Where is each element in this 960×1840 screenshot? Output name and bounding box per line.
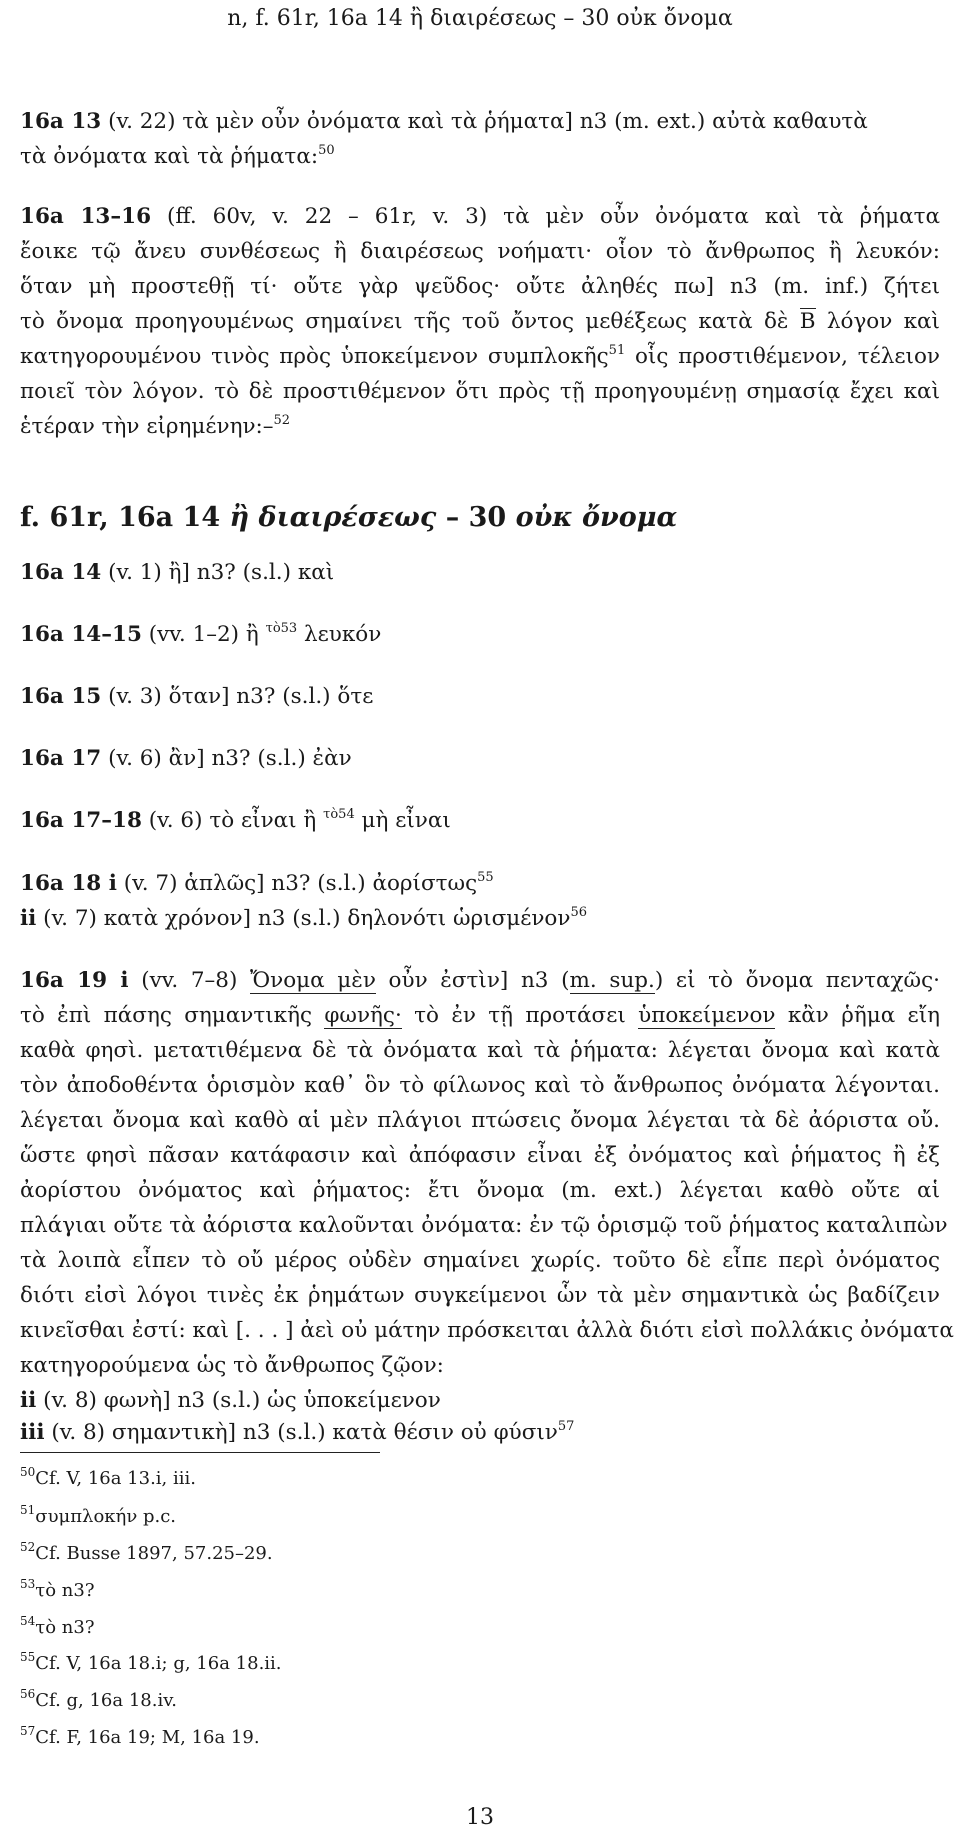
page-number: 13	[466, 1805, 494, 1830]
line-text: (v. 7) κατὰ χρόνον] n3 (s.l.) δηλονότι ὡρισμένον	[36, 906, 571, 931]
underlined-text: m. sup.	[569, 968, 655, 993]
line-text: (v. 7) ἁπλῶς] n3? (s.l.) ἀορίστως	[116, 871, 478, 896]
line-text: (v. 3) ὅταν] n3? (s.l.) ὅτε	[101, 684, 374, 709]
line-text: τὸ ὄνομα προηγουμένως σημαίνει τῆς τοῦ ὄντος μεθέξεως κατὰ δὲ	[20, 309, 800, 334]
footnote-ref: 53	[280, 621, 298, 636]
line-text: τὸ ἐπὶ πάσης σημαντικῆς	[20, 1003, 325, 1028]
entry-16a14-15	[20, 621, 940, 647]
entry-16a13-16-line1	[20, 206, 940, 228]
running-header: n, f. 61r, 16a 14 ἢ διαιρέσεως – 30 οὐκ ὄνομα	[227, 6, 733, 31]
footnote	[20, 1465, 196, 1489]
line-text: κἂν ῥῆμα εἴη	[775, 1003, 941, 1028]
line-ref: 16a 13–16	[20, 204, 152, 229]
footnote-text: Cf. g, 16a 18.iv.	[35, 1690, 177, 1711]
footnote	[20, 1687, 177, 1711]
section-heading	[20, 504, 940, 531]
footnote-ref: 52	[273, 413, 291, 428]
footnote	[20, 1614, 95, 1638]
underlined-text: Ὄνομα μὲν	[250, 968, 376, 993]
line-text: μὴ εἶναι	[354, 808, 451, 833]
line-text: οἷς προστιθέμενον, τέλειον	[625, 344, 940, 369]
line-text: (v. 8) φωνὴ] n3 (s.l.) ὡς ὑποκείμενον	[36, 1388, 441, 1413]
footnote-text: Cf. V, 16a 13.i, iii.	[35, 1468, 196, 1489]
entry-16a19-line8: πλάγιαι οὔτε τὰ ἀόριστα καλοῦνται ὀνόματα: ἐν τῷ ὁρισμῷ τοῦ ῥήματος καταλιπὼν	[20, 1213, 948, 1238]
heading-part: ἢ διαιρέσεως	[229, 502, 437, 533]
entry-16a13-line1	[20, 111, 940, 133]
entry-16a13-16-line4	[20, 311, 940, 333]
footnote-number: 53	[20, 1577, 36, 1591]
interlinear-addition: τὸ	[323, 807, 339, 822]
line-text: λόγον καὶ	[815, 309, 940, 334]
footnote-text: Cf. V, 16a 18.i; g, 16a 18.ii.	[35, 1653, 282, 1674]
footnote-number: 55	[20, 1650, 36, 1664]
line-ref: 16a 14	[20, 560, 102, 585]
entry-16a19-line9: τὰ λοιπὰ εἶπεν τὸ οὔ μέρος οὐδὲν σημαίνει χωρίς. τοῦτο δὲ εἶπε περὶ ὀνόματος	[20, 1248, 940, 1273]
footnote	[20, 1503, 177, 1527]
footnote-rule	[20, 1452, 380, 1453]
entry-16a19-line12: κατηγορούμενα ὡς τὸ ἄνθρωπος ζῷον:	[20, 1353, 444, 1378]
entry-16a19-line7: ἀορίστου ὀνόματος καὶ ῥήματος: ἔτι ὄνομα (m. ext.) λέγεται καθὸ οὔτε αἱ	[20, 1178, 940, 1203]
entry-16a18-ii	[20, 905, 940, 931]
entry-16a13-16-line5	[20, 343, 940, 369]
footnote-text: συμπλοκήν p.c.	[35, 1506, 177, 1527]
line-text: (v. 22) τὰ μὲν οὖν ὀνόματα καὶ τὰ ῥήματα] n3 (m. ext.) αὐτὰ καθαυτὰ	[101, 109, 868, 134]
entry-16a19-line4: τὸν ἀποδοθέντα ὁρισμὸν καθ᾽ ὃν τὸ φίλωνος καὶ τὸ ἄνθρωπος ὀνόματα λέγονται.	[20, 1073, 940, 1098]
underlined-text: φωνῆς·	[324, 1003, 402, 1028]
footnote-text: τὸ n3?	[35, 1580, 95, 1601]
line-ref: 16a 17–18	[20, 808, 142, 833]
line-text: (vv. 7–8)	[128, 968, 250, 993]
footnote-number: 57	[20, 1724, 36, 1738]
line-text: τὰ ὀνόματα καὶ τὰ ῥήματα:	[20, 144, 319, 169]
entry-16a17	[20, 748, 940, 770]
footnote-number: 52	[20, 1540, 36, 1554]
entry-16a19-line6: ὥστε φησὶ πᾶσαν κατάφασιν καὶ ἀπόφασιν εἶναι ἐξ ὀνόματος καὶ ῥήματος ἢ ἐξ	[20, 1143, 940, 1168]
line-text: (vv. 1–2) ἢ	[141, 622, 266, 647]
line-ref: 16a 15	[20, 684, 102, 709]
footnote-ref: 54	[338, 807, 355, 822]
line-ref: 16a 17	[20, 746, 102, 771]
line-text: (v. 8) σημαντικὴ] n3 (s.l.) κατὰ θέσιν οὐ φύσιν	[44, 1420, 558, 1445]
line-ref: 16a 13	[20, 109, 102, 134]
entry-16a17-18	[20, 807, 940, 833]
line-text: (ff. 60v, v. 22 – 61r, v. 3) τὰ μὲν οὖν ὀνόματα καὶ τὰ ῥήματα	[151, 204, 940, 229]
line-text: (v. 6) ἂν] n3? (s.l.) ἐὰν	[101, 746, 352, 771]
footnote-number: 50	[20, 1465, 36, 1479]
footnote-ref: 57	[557, 1419, 575, 1434]
line-ref: 16a 14–15	[20, 622, 142, 647]
line-text: ἑτέραν τὴν εἰρημένην:–	[20, 414, 274, 439]
footnote	[20, 1650, 282, 1674]
footnote	[20, 1724, 260, 1748]
line-text: τὸ ἐν τῇ προτάσει	[401, 1003, 639, 1028]
footnote-number: 51	[20, 1503, 36, 1517]
line-ref: ii	[20, 906, 37, 931]
line-ref: 16a 19 i	[20, 968, 129, 993]
entry-16a13-16-line2: ἔοικε τῷ ἄνευ συνθέσεως ἢ διαιρέσεως νοήματι· οἷον τὸ ἄνθρωπος ἢ λευκόν:	[20, 239, 940, 264]
footnote-number: 56	[20, 1687, 36, 1701]
line-text: ) εἰ τὸ ὄνομα πενταχῶς·	[654, 968, 940, 993]
entry-16a19-line11: κινεῖσθαι ἐστί: καὶ [. . . ] ἀεὶ οὐ μάτην πρόσκειται ἀλλὰ διότι εἰσὶ πολλάκις ὀνόματα	[20, 1318, 954, 1343]
line-ref: iii	[20, 1420, 45, 1445]
underlined-text: ὑποκείμενον	[638, 1003, 776, 1028]
footnote-text: τὸ n3?	[35, 1617, 95, 1638]
interlinear-addition: τὸ	[265, 621, 281, 636]
entry-16a19-line1	[20, 970, 940, 992]
footnote-text: Cf. Busse 1897, 57.25–29.	[35, 1543, 273, 1564]
line-text: (v. 1) ἢ] n3? (s.l.) καὶ	[101, 560, 335, 585]
line-ref: ii	[20, 1388, 37, 1413]
footnote	[20, 1540, 273, 1564]
heading-part: – 30	[436, 502, 516, 533]
entry-16a15	[20, 686, 940, 708]
entry-16a14	[20, 562, 940, 584]
footnote-ref: 50	[318, 143, 335, 158]
entry-16a19-iii	[20, 1419, 940, 1445]
entry-16a13-16-line6: ποιεῖ τὸν λόγον. τὸ δὲ προστιθέμενον ὅτι πρὸς τῇ προηγουμένῃ σημασίᾳ ἔχει καὶ	[20, 379, 940, 404]
footnote-number: 54	[20, 1614, 36, 1628]
footnote-ref: 55	[477, 870, 494, 885]
footnote-text: Cf. F, 16a 19; M, 16a 19.	[35, 1727, 260, 1748]
entry-16a13-line2	[20, 143, 940, 169]
entry-16a13-16-line3: ὅταν μὴ προστεθῇ τί· οὔτε γὰρ ψεῦδος· οὔτε ἀληθές πω] n3 (m. inf.) ζήτει	[20, 274, 940, 299]
line-ref: 16a 18 i	[20, 871, 117, 896]
entry-16a19-ii	[20, 1390, 940, 1412]
footnote-ref: 56	[570, 905, 587, 920]
entry-16a19-line10: διότι εἰσὶ λόγοι τινὲς ἐκ ῥημάτων συγκείμενοι ὧν τὰ μὲν σημαντικὰ ὡς βαδίζειν	[20, 1283, 940, 1308]
line-text: κατηγορουμένου τινὸς πρὸς ὑποκείμενον συμπλοκῆς	[20, 344, 609, 369]
footnote	[20, 1577, 95, 1601]
overlined-letter: B	[799, 309, 816, 334]
line-text: λευκόν	[297, 622, 382, 647]
entry-16a19-line5: λέγεται ὄνομα καὶ καθὸ αἱ μὲν πλάγιοι πτώσεις ὄνομα λέγεται τὰ δὲ ἀόριστα οὔ.	[20, 1108, 940, 1133]
line-text: οὖν ἐστὶν] n3 (	[375, 968, 570, 993]
entry-16a18-i	[20, 870, 940, 896]
entry-16a19-line3: καθὰ φησὶ. μετατιθέμενα δὲ τὰ ὀνόματα καὶ τὰ ῥήματα: λέγεται ὄνομα καὶ κατὰ	[20, 1038, 940, 1063]
entry-16a13-16-line7	[20, 413, 940, 439]
heading-part: οὐκ ὄνομα	[515, 502, 678, 533]
footnote-ref: 51	[608, 343, 626, 358]
entry-16a19-line2	[20, 1005, 940, 1027]
heading-part: f. 61r, 16a 14	[20, 502, 230, 533]
line-text: (v. 6) τὸ εἶναι ἢ	[141, 808, 324, 833]
